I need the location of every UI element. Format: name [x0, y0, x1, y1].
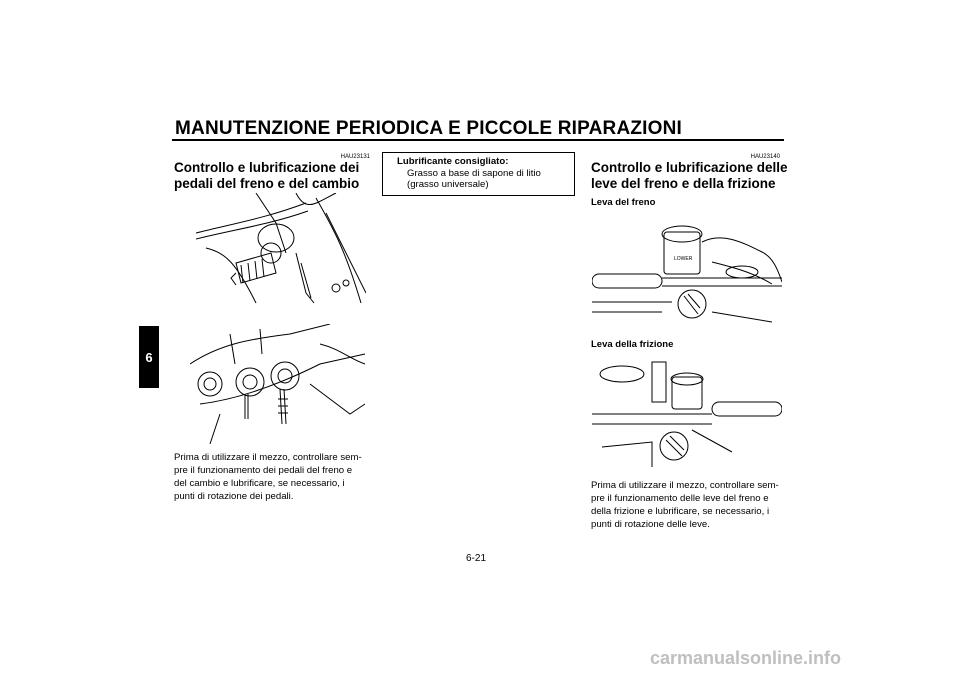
shift-pedal-illustration: [190, 324, 370, 446]
body-line: punti di rotazione dei pedali.: [174, 491, 294, 502]
brake-pedal-illustration: [196, 193, 366, 316]
body-line: del cambio e lubrificare, se necessario, i: [174, 478, 345, 489]
section-title-levers: [591, 160, 791, 192]
subheading-clutch-lever: Leva della frizione: [591, 339, 674, 350]
body-line: Prima di utilizzare il mezzo, controllare sem-: [174, 452, 362, 463]
lubricant-value: Grasso a base di sapone di litio: [407, 167, 541, 179]
section-code: HAU23140: [750, 154, 780, 160]
clutch-lever-illustration: [592, 352, 782, 472]
body-line: pre il funzionamento dei pedali del freno e: [174, 465, 353, 476]
page-title: MANUTENZIONE PERIODICA E PICCOLE RIPARAZIONI: [175, 118, 683, 139]
body-line: punti di rotazione delle leve.: [591, 519, 710, 530]
section-code: HAU23131: [340, 154, 370, 160]
brake-lever-illustration: [592, 212, 782, 334]
body-line: della frizione e lubrificare, se necessario, i: [591, 506, 770, 517]
body-line: pre il funzionamento delle leve del freno e: [591, 493, 769, 504]
recommended-lubricant-box: [382, 152, 575, 196]
lubricant-label: Lubrificante consigliato:: [397, 156, 509, 167]
lower-mark-label: LOWER: [674, 256, 693, 262]
section-title-line: pedali del freno e del cambio: [174, 176, 360, 191]
levers-body-text: [591, 479, 785, 531]
lubricant-value: (grasso universale): [407, 179, 489, 190]
pedals-body-text: [174, 451, 368, 503]
body-line: Prima di utilizzare il mezzo, controllare sem-: [591, 480, 779, 491]
header-divider: [172, 139, 784, 141]
page-number: 6-21: [466, 553, 487, 564]
chapter-tab: 6: [139, 326, 159, 388]
section-title-line: Controllo e lubrificazione dei: [174, 160, 360, 175]
subheading-brake-lever: Leva del freno: [591, 197, 656, 208]
section-title-pedals: [174, 160, 374, 192]
watermark: carmanualsonline.info: [650, 648, 842, 668]
section-title-line: leve del freno e della frizione: [591, 176, 776, 191]
section-title-line: Controllo e lubrificazione delle: [591, 160, 788, 175]
